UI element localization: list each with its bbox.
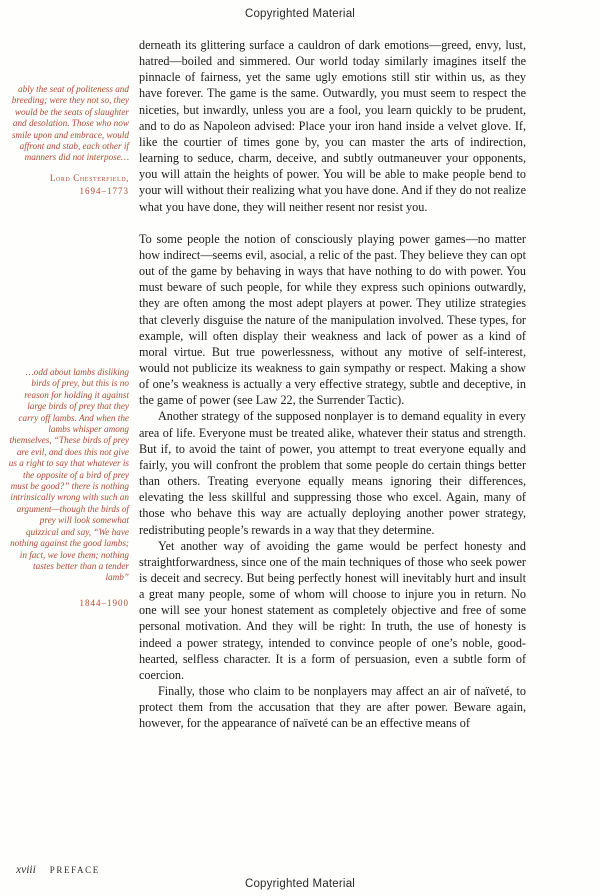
margin-note-dates: 1694–1773 xyxy=(79,186,129,197)
margin-note-nietzsche xyxy=(8,367,129,609)
footer-section-label: PREFACE xyxy=(49,865,100,875)
margin-note-quote: …odd about lambs disliking birds of prey, but this is no reason for holding it against large birds of prey that they carry off lambs. And when the lambs whisper among themselves, “These birds of prey are evil, and does this not give us a right to say that whatever is the opposite of a bird of prey must be good?” there is nothing intrinsically wrong with such an argument—though the birds of prey will look somewhat quizzical and say, “We have nothing against the good lambs; in fact, we love them; nothing tastes better than a tender lamb” xyxy=(8,367,129,583)
margin-note-attribution: Lord Chesterfield, xyxy=(49,172,129,183)
main-text-column xyxy=(139,37,526,732)
body-paragraph: Yet another way of avoiding the game would be perfect honesty and straightforwardness, since one of the main techniques of those who seek power is deceit and secrecy. But being perfectly honest will inevitably hurt and insult a great many people, some of whom will choose to injure you in return. No one will see your honest statement as completely objective and free of some personal motivation. And they will be right: In truth, the use of honesty is indeed a power strategy, intended to convince people of one’s noble, good-hearted, selfless character. It is a form of persuasion, even a subtle form of coercion. xyxy=(139,538,526,682)
body-paragraph: derneath its glittering surface a cauldron of dark emotions—greed, envy, lust, hatred—boiled and simmered. Our world today similarly imagines itself the pinnacle of fairness, yet the same ugly emotions still stir within us, as they have forever. The game is the same. Outwardly, you must seem to respect the niceties, but inwardly, unless you are a fool, you learn quickly to be prudent, and to do as Napoleon advised: Place your iron hand inside a velvet glove. If, like the courtier of times gone by, you can master the arts of indirection, learning to seduce, charm, deceive, and subtly outmaneuver your opponents, you will attain the heights of power. You will be able to make people bend to your will without their realizing what you have done. And if they do not realize what you have done, they will neither resent nor resist you. xyxy=(139,38,526,214)
footer-page-number: xviii xyxy=(16,864,36,876)
body-paragraph: Finally, those who claim to be nonplayers may affect an air of naïveté, to protect them from the accusation that they are after power. Beware again, however, for the appearance of naïveté can be an effective means of xyxy=(139,684,526,731)
margin-note-chesterfield xyxy=(8,84,129,198)
body-paragraph: Another strategy of the supposed nonplayer is to demand equality in every area of life. Everyone must be treated alike, whatever their status and strength. But if, to avoid the taint of power, you attempt to treat everyone equally and fairly, you will confront the problem that some people do certain things better than others. Treating everyone equally means ignoring their differences, elevating the less skillful and suppressing those who excel. Again, many of those who behave this way are actually deploying another power strategy, redistributing people’s rewards in a way that they determine. xyxy=(139,409,526,537)
copyright-notice-bottom: Copyrighted Material xyxy=(244,878,356,890)
body-paragraph: To some people the notion of consciously playing power games—no matter how indirect—seems evil, asocial, a relic of the past. They believe they can opt out of the game by behaving in ways that have nothing to do with power. You must beware of such people, for while they express such opinions outwardly, they are often among the most adept players at power. They utilize strategies that cleverly disguise the nature of the manipulation involved. These types, for example, will often display their weakness and lack of power as a kind of moral virtue. But true powerlessness, without any motive of self-interest, would not publicize its weakness to gain sympathy or respect. Making a show of one’s weakness is actually a very effective strategy, subtle and deceptive, in the game of power (see Law 22, the Surrender Tactic). xyxy=(139,231,526,408)
copyright-notice-top: Copyrighted Material xyxy=(244,8,356,20)
margin-note-dates: 1844–1900 xyxy=(79,597,129,608)
margin-note-quote: ably the seat of politeness and breeding; were they not so, they would be the seats of slaughter and desolation. Those who now smile upon and embrace, would affront and stab, each other if manners did not interpose… xyxy=(11,84,129,163)
page-footer xyxy=(16,864,100,876)
